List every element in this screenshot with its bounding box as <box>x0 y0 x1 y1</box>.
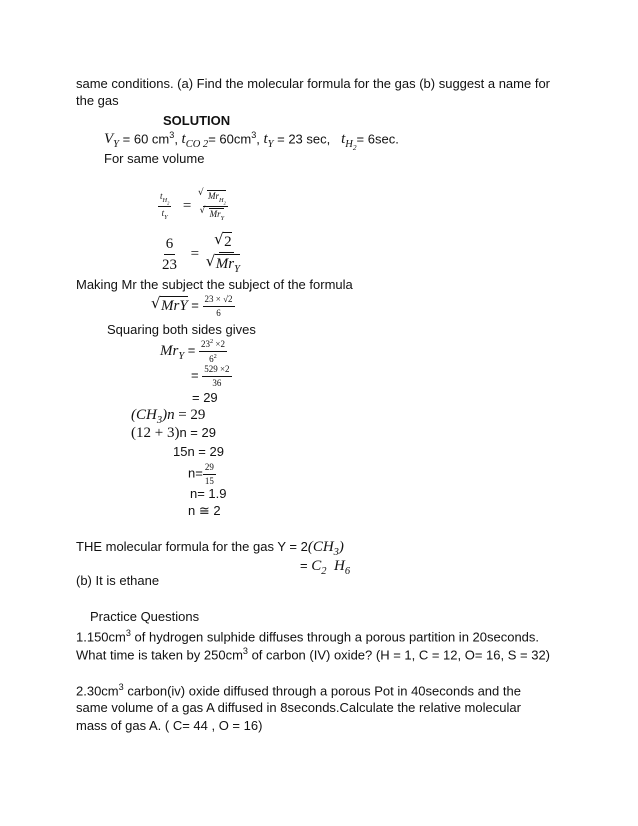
conclusion-line-1: THE molecular formula for the gas $Y = 2(CH_3)$ <box>76 539 344 558</box>
ratio-equation-1: $\frac{t_{H_2}}{t_Y}$ = √ $Mr_{H_2}$ √ $Mr_Y$ <box>158 190 228 223</box>
fifteen-n: 15n = 29 <box>173 444 224 459</box>
given-values: $V_Y = 60$ $cm^3$, $t_{CO 2}= 60cm^3$, $t_Y = 23$ sec, $t_{H_2}= 6\sec$. <box>104 130 399 153</box>
for-same-volume: For same volume <box>104 151 205 166</box>
practice-heading: Practice Questions <box>90 609 200 624</box>
result-29: = 29 <box>192 390 218 405</box>
question-2-line-2: same volume of a gas A diffused in 8seconds.Calculate the relative molecular <box>76 700 521 715</box>
question-2-line-3: mass of gas A. ( C= 44 , O = 16) <box>76 718 263 733</box>
squaring-text: Squaring both sides gives <box>107 322 256 337</box>
mry-squared-equation: $Mr_Y$ = $\frac{23^2 \times 2}{6^2}$ <box>160 338 225 364</box>
twelve-plus-three: (12 + 3)n = 29 <box>131 425 216 441</box>
ch3n-equation: $(CH_3)n = 29$ <box>131 407 206 426</box>
n-rounded: n ≅ 2 <box>188 503 221 518</box>
intro-line-2: the gas <box>76 93 119 108</box>
solution-heading: SOLUTION <box>163 113 231 128</box>
mry-equation-2: = $\frac{529 \times 2}{36}$ <box>191 364 230 388</box>
intro-line-1: same conditions. (a) Find the molecular formula for the gas (b) suggest a name for <box>76 76 550 91</box>
ratio-equation-2: $\frac{6}{23}$ = √ 2 √ $Mr_Y$ <box>160 232 242 277</box>
conclusion-line-2: = $C_2$ $H_6$ <box>300 558 351 577</box>
making-mr-subject: Making Mr the subject the subject of the formula <box>76 277 353 292</box>
question-2-line-1: $2.30cm^3$ carbon(iv) oxide diffused through a porous Pot in 40seconds and the <box>76 682 521 699</box>
sqrt-mry-equation: √ MrY = $\frac{23 \times √2}{6}$ <box>158 294 235 319</box>
part-b-answer: (b) It is ethane <box>76 573 160 588</box>
n-approx-value: n= 1.9 <box>190 486 227 501</box>
question-1-line-1: $1.150cm^3$ of hydrogen sulphide diffuses through a porous partition in 20seconds. <box>76 628 540 645</box>
n-fraction: n= $\frac{29}{15}$ <box>188 462 214 486</box>
question-1-line-2: What time is taken by $250cm^3$ of carbon (IV) oxide? (H = 1, C = 12, O= 16, S = 32) <box>76 646 551 663</box>
